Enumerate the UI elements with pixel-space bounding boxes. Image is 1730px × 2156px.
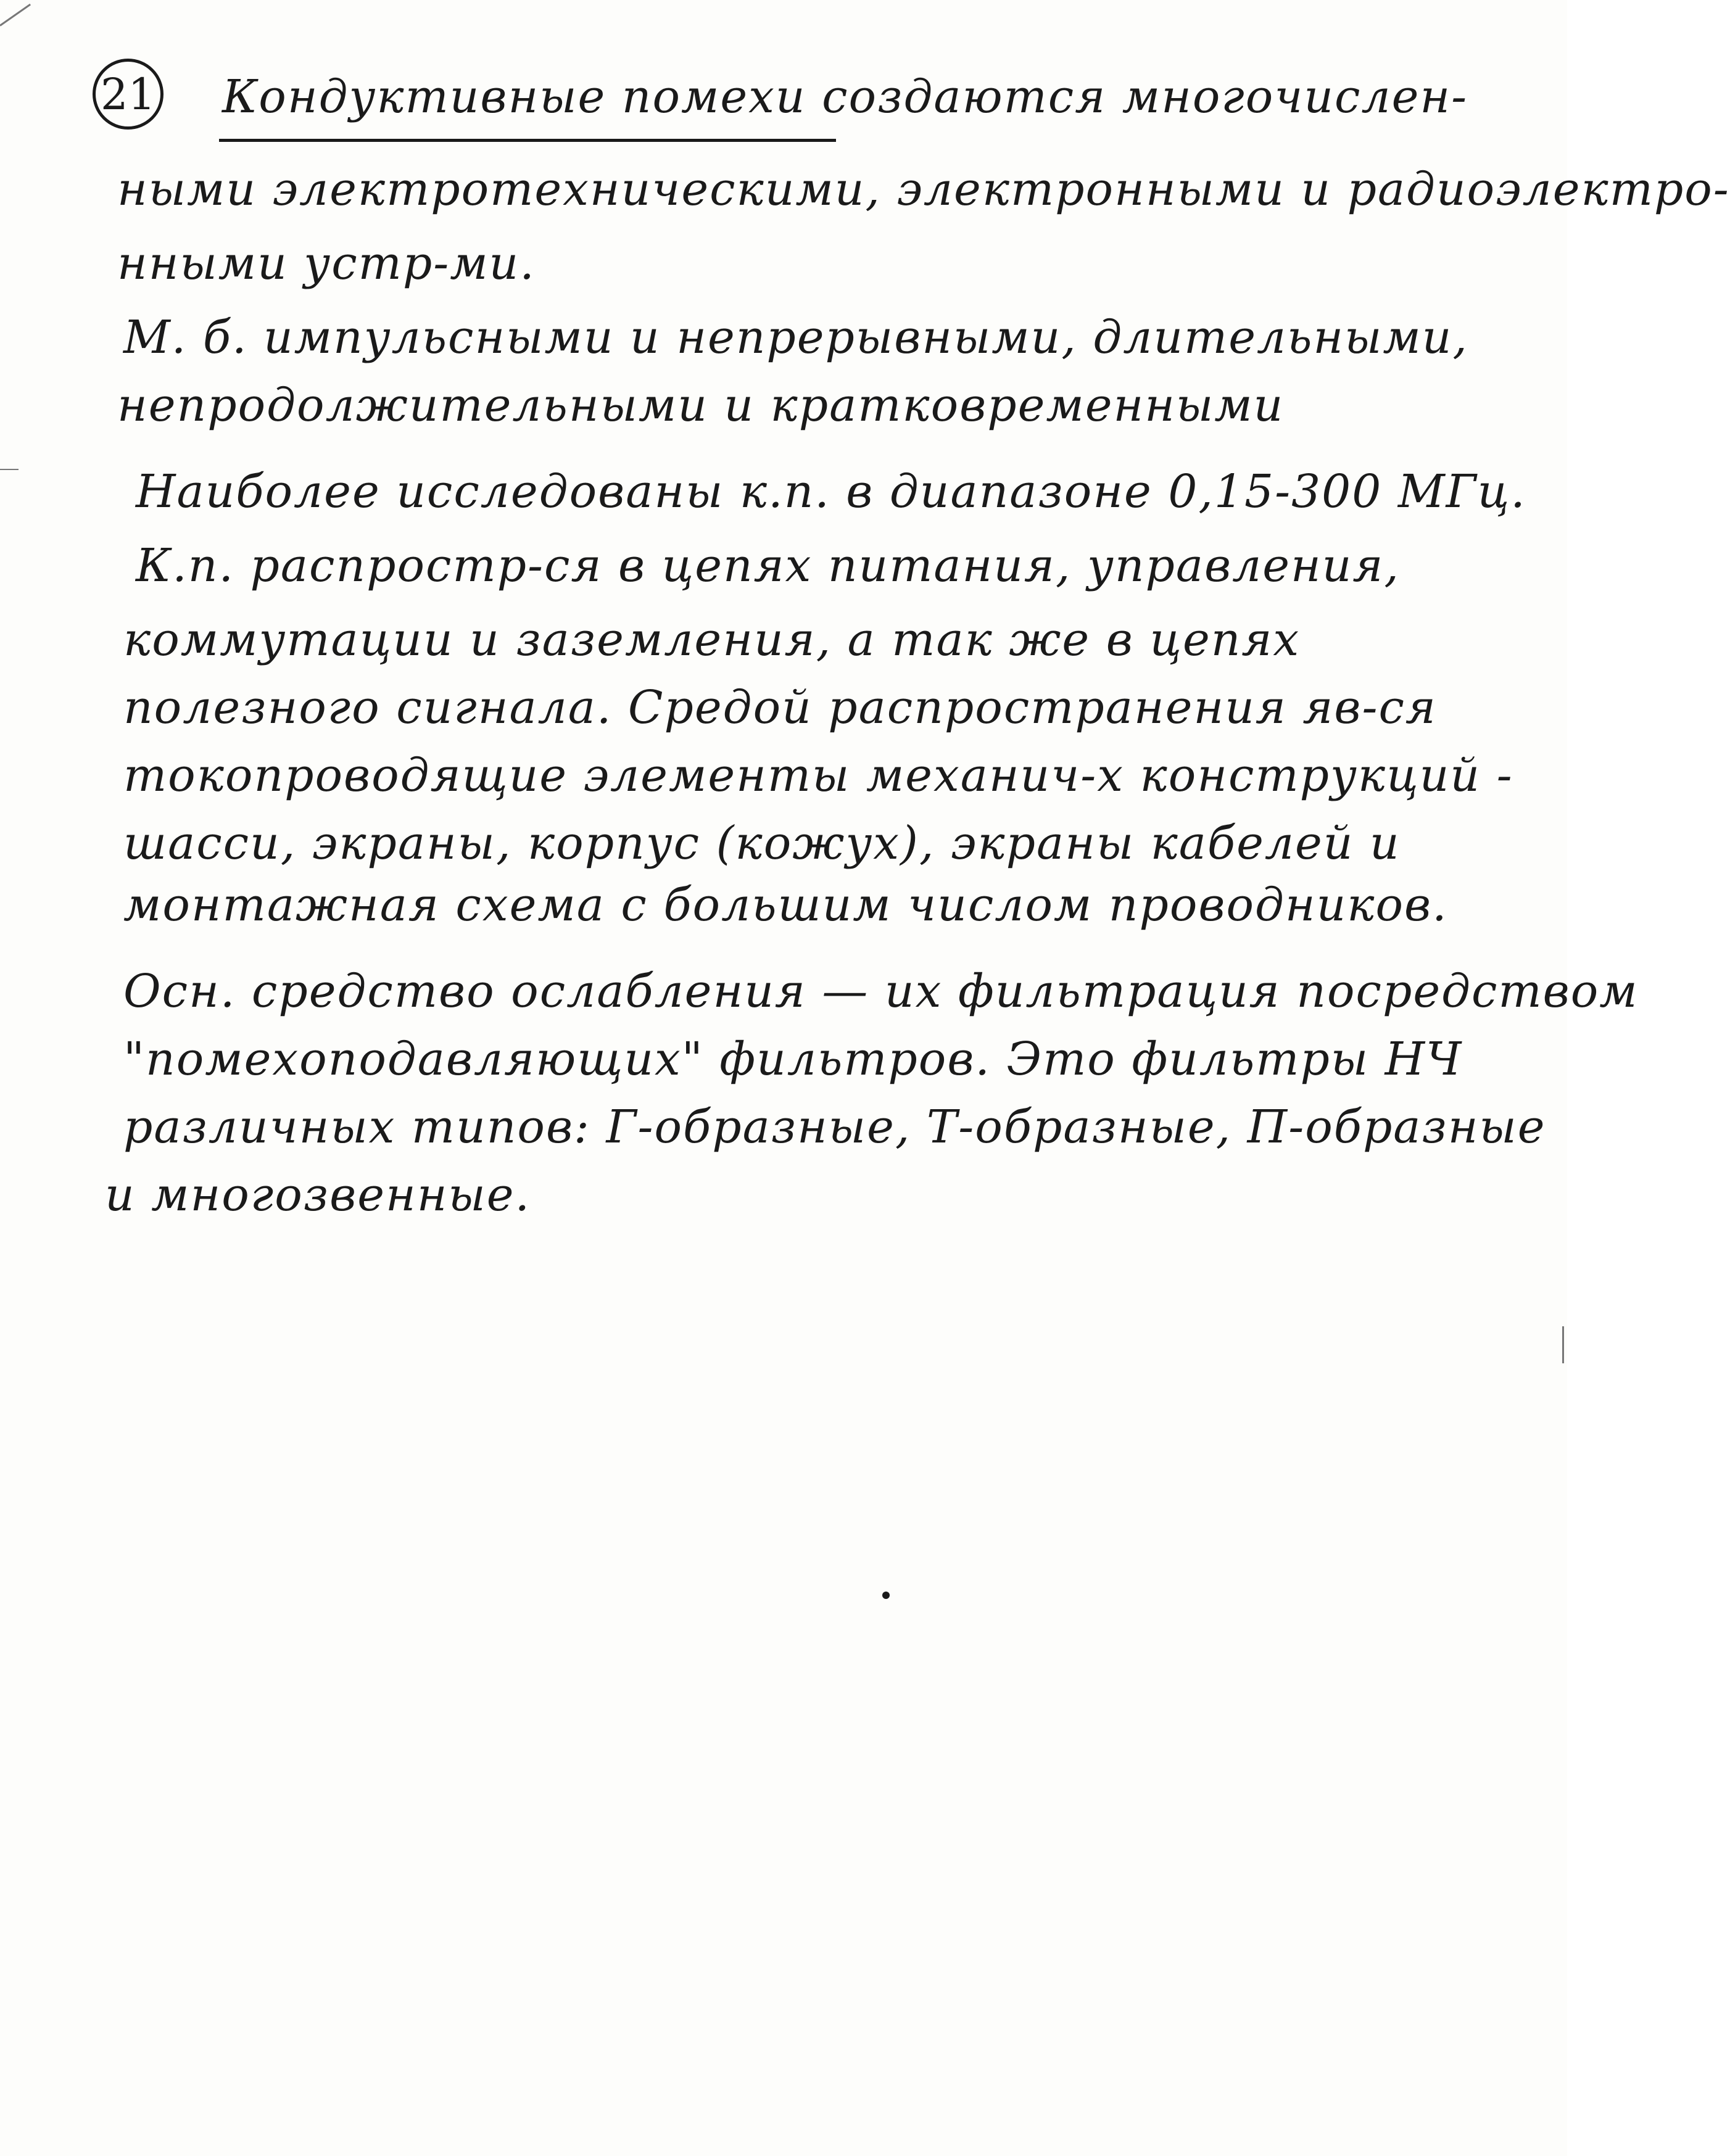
text-line-5: непродолжительными и кратковременными (117, 379, 1285, 432)
text-line-6: Наиболее исследованы к.п. в диапазоне 0,15-300 МГц. (136, 465, 1526, 518)
scan-edge-mark (0, 469, 19, 470)
scan-edge-mark (1562, 1326, 1564, 1363)
text-line-15: различных типов: Г-образные, Т-образные, П-образные (123, 1101, 1546, 1154)
text-line-11: шасси, экраны, корпус (кожух), экраны кабелей и (123, 817, 1401, 870)
note-number: 21 (100, 68, 156, 120)
text-line-7: К.п. распростр-ся в цепях питания, управления, (136, 539, 1400, 592)
text-line-8: коммутации и заземления, а так же в цепях (123, 613, 1301, 666)
note-number-badge (93, 59, 163, 130)
text-line-14: "помехоподавляющих" фильтров. Это фильтры НЧ (123, 1033, 1463, 1086)
text-line-2: ными электротехническими, электронными и радиоэлектро- (117, 163, 1730, 216)
text-line-9: полезного сигнала. Средой распространения яв-ся (123, 681, 1437, 734)
ink-dot (882, 1592, 890, 1599)
text-line-12: монтажная схема с большим числом проводников. (123, 878, 1448, 931)
text-line-16: и многозвенные. (105, 1168, 531, 1221)
scan-edge-mark (0, 4, 31, 27)
text-line-1: Кондуктивные помехи создаются многочислен- (222, 70, 1468, 123)
text-line-13: Осн. средство ослабления — их фильтрация посредством (123, 965, 1639, 1018)
heading-underline (219, 139, 836, 142)
text-line-4: М. б. импульсными и непрерывными, длительными, (123, 311, 1468, 364)
text-line-10: токопроводящие элементы механич-х конструкций - (123, 749, 1513, 802)
text-line-3: нными устр-ми. (117, 237, 536, 290)
